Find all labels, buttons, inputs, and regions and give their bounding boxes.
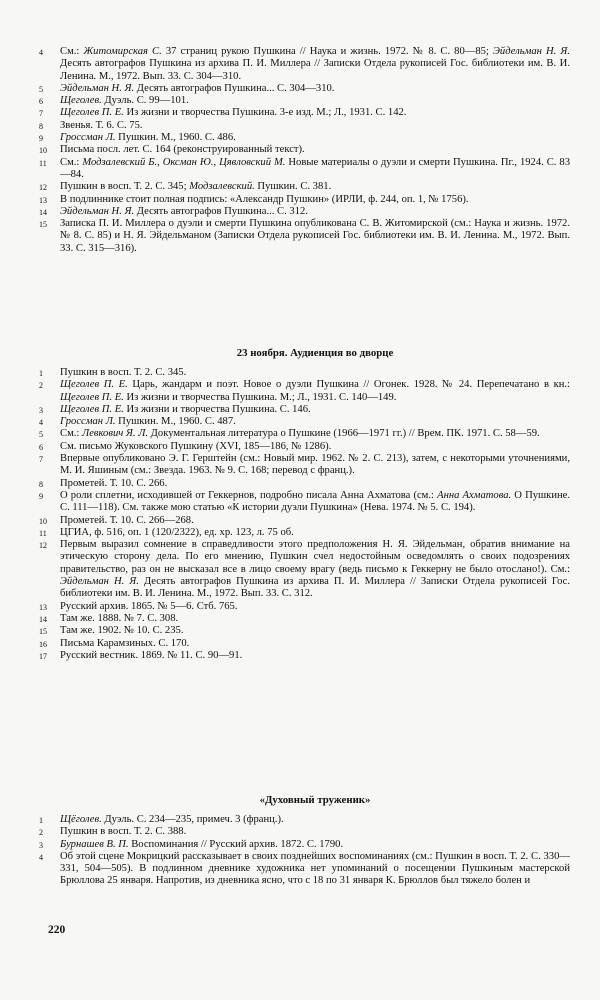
footnote <box>39 539 570 600</box>
footnote <box>39 850 570 888</box>
footnote-text: Русский вестник. 1869. № 11. С. 90—91. <box>60 649 243 661</box>
section-heading: «Духовный труженик» <box>259 794 371 806</box>
footnote-text: ЦГИА, ф. 516, оп. 1 (120/2322), ед. хр. 123, л. 75 об. <box>60 526 294 538</box>
footnote-text: Прометей. Т. 10. С. 266—268. <box>60 514 194 526</box>
footnote <box>39 489 571 515</box>
footnote-number: 3 <box>39 840 43 850</box>
footnote <box>39 440 570 453</box>
footnote-number: 9 <box>39 491 43 501</box>
footnote-number: 8 <box>39 121 43 131</box>
footnote <box>39 453 570 478</box>
notes-section-2 <box>0 347 600 662</box>
footnote-number: 13 <box>39 195 47 205</box>
footnote-number: 16 <box>39 639 47 649</box>
footnote <box>39 156 571 182</box>
footnote <box>39 625 570 637</box>
footnote-text: См.: Житомирская С. 37 страниц рукою Пушкина // Наука и жизнь. 1972. № 8. С. 80—85; Эйдельман Н. Я. Десять автографов Пушкина из архива П. И. Миллера // Записки Отдела рукописей Гос. библиотеки им. В. И. Ленина. М., 1972. Вып. 33. С. 304—310. <box>60 46 570 82</box>
footnote <box>39 838 570 851</box>
footnote <box>39 95 570 107</box>
footnote-number: 12 <box>39 541 47 551</box>
footnote-number: 7 <box>39 109 43 119</box>
footnote-number: 4 <box>39 418 43 428</box>
footnote-number: 17 <box>39 651 47 661</box>
footnote-number: 12 <box>39 183 47 193</box>
footnote-number: 14 <box>39 614 47 624</box>
footnote-text: Бурнашев В. П. Воспоминания // Русский архив. 1872. С. 1790. <box>60 838 344 850</box>
footnote-text: Там же. 1902. № 10. С. 235. <box>60 625 184 637</box>
footnote <box>39 379 570 404</box>
footnote-text: Впервые опубликовано Э. Г. Герштейн (см.: Новый мир. 1962. № 2. С. 213), затем, с некоторыми уточнениями, М. И. Яшиным (см.: Звезда. 1963. № 9. С. 168; перевод с франц.). <box>60 453 570 477</box>
footnote-text: Щёголев. Дуэль. С. 234—235, примеч. 3 (франц.). <box>60 814 284 825</box>
footnote <box>39 82 570 95</box>
notes-section-3 <box>0 794 600 888</box>
footnote <box>39 600 570 613</box>
footnote-text: О роли сплетни, исходившей от Геккернов, подробно писала Анна Ахматова (см.: Анна Ахматова. О Пушкине. С. 111—118). См. также мою статью «К истории дуэли Пушкина» (Нева. 1974. № 5. С. 194). <box>60 489 571 514</box>
footnote-text: Письма Карамзиных. С. 170. <box>60 637 190 649</box>
footnote <box>39 144 570 156</box>
footnote-number: 1 <box>39 816 43 825</box>
footnote <box>39 403 570 416</box>
footnote-text: См. письмо Жуковского Пушкину (XVI, 185—186, № 1286). <box>60 440 332 452</box>
footnote <box>39 132 570 144</box>
footnote-number: 6 <box>39 97 43 107</box>
footnote-text: Пушкин в восп. Т. 2. С. 388. <box>60 826 187 838</box>
footnote <box>39 181 570 193</box>
footnote-text: Первым выразил сомнение в справедливости этого предположения Н. Я. Эйдельман, обратив внимание на этическую сторону дела. По его мнению, Пушкин счел недостойным осведомлять о своих подозрениях правительство, раз он не высказал все в лицо своему врагу (ведь письмо к Геккерну не было отослано!). См.: Эйдельман Н. Я. Десять автографов Пушкина из архива П. И. Миллера // Записки Отдела рукописей Гос. библиотеки им. В. И. Ленина. М., 1972. Вып. 33. С. 312. <box>60 539 570 600</box>
footnote-number: 13 <box>39 602 47 612</box>
footnote-text: Там же. 1888. № 7. С. 308. <box>60 612 179 624</box>
footnote <box>39 416 570 428</box>
footnote-number: 6 <box>39 442 43 452</box>
footnote <box>39 205 570 218</box>
footnote <box>39 514 570 527</box>
footnote-number: 15 <box>39 220 47 230</box>
footnote <box>39 193 570 206</box>
footnote <box>39 428 570 440</box>
footnote-text: Щеголев. Дуэль. С. 99—101. <box>60 95 189 107</box>
footnote <box>39 612 570 625</box>
footnote-number: 5 <box>39 84 43 94</box>
footnote-text: В подлиннике стоит полная подпись: «Александр Пушкин» (ИРЛИ, ф. 244, оп. 1, № 1756). <box>60 193 469 205</box>
page-number: 220 <box>48 924 66 936</box>
footnote-text: Щеголев П. Е. Из жизни и творчества Пушкина. С. 146. <box>60 403 311 415</box>
footnote-number: 10 <box>39 146 47 156</box>
footnote-text: Звенья. Т. 6. С. 75. <box>60 119 143 131</box>
footnote-number: 9 <box>39 134 43 144</box>
footnote <box>39 119 570 132</box>
footnote <box>39 814 570 826</box>
notes-section-1 <box>0 46 600 255</box>
footnote <box>39 526 570 539</box>
footnote-text: Записка П. И. Миллера о дуэли и смерти Пушкина опубликована С. В. Житомирской (см.: Наука и жизнь. 1972. № 8. С. 85) и Н. Я. Эйдельманом (Записки Отдела рукописей Гос. библиотеки им. В. И. Ленина. М., 1972. Вып. 33. С. 315—316). <box>60 218 570 254</box>
footnote-text: Пушкин в восп. Т. 2. С. 345; Модзалевский. Пушкин. С. 381. <box>60 181 332 193</box>
footnote-text: Гроссман Л. Пушкин. М., 1960. С. 487. <box>60 416 236 428</box>
footnote-number: 7 <box>39 455 43 465</box>
footnote-number: 11 <box>39 158 47 168</box>
footnote-number: 8 <box>39 479 43 489</box>
footnote-text: Гроссман Л. Пушкин. М., 1960. С. 486. <box>60 132 236 144</box>
footnote-text: Пушкин в восп. Т. 2. С. 345. <box>60 367 187 378</box>
footnote <box>39 107 570 119</box>
footnote <box>39 46 570 83</box>
footnote-number: 1 <box>39 369 43 378</box>
footnote-text: См.: Левкович Я. Л. Документальная литература о Пушкине (1966—1971 гг.) // Врем. ПК. 1971. С. 58—59. <box>60 428 540 440</box>
footnote-number: 11 <box>39 528 47 538</box>
footnote <box>39 826 570 838</box>
footnote-number: 5 <box>39 430 43 440</box>
footnote-number: 14 <box>39 207 47 217</box>
footnote <box>39 218 570 255</box>
footnote-text: Эйдельман Н. Я. Десять автографов Пушкина... С. 312. <box>60 205 308 217</box>
footnote <box>39 637 570 650</box>
footnote-text: Эйдельман Н. Я. Десять автографов Пушкина... С. 304—310. <box>60 82 335 94</box>
footnote-number: 10 <box>39 516 47 526</box>
notes-list <box>0 367 600 662</box>
footnote-number: 2 <box>39 828 43 838</box>
footnote <box>39 477 570 490</box>
footnote-text: Щеголев П. Е. Из жизни и творчества Пушкина. 3-е изд. М.; Л., 1931. С. 142. <box>60 107 407 119</box>
footnote-number: 4 <box>39 48 43 57</box>
footnote <box>39 367 570 379</box>
footnote-number: 15 <box>39 627 47 637</box>
footnote-text: Об этой сцене Мокрицкий рассказывает в своих позднейших воспоминаниях (см.: Пушкин в восп. Т. 2. С. 330—331, 504—505). В подлинном дневнике художника нет упоминаний о посещении Пушкиным мастерской Брюллова 25 января. Напротив, из дневника ясно, что с 18 по 31 января К. Брюллов был тяжело болен и <box>60 850 570 887</box>
footnote-text: Письма посл. лет. С. 164 (реконструированный текст). <box>60 144 305 156</box>
footnote-number: 2 <box>39 381 43 391</box>
footnote-number: 3 <box>39 405 43 415</box>
footnote-text: Прометей. Т. 10. С. 266. <box>60 477 168 489</box>
footnote-text: Русский архив. 1865. № 5—6. Стб. 765. <box>60 600 238 612</box>
footnote-text: См.: Модзалевский Б., Оксман Ю., Цявловский М. Новые материалы о дуэли и смерти Пушкина. Пг., 1924. С. 83—84. <box>60 156 571 180</box>
footnote-text: Щеголев П. Е. Царь, жандарм и поэт. Новое о дуэли Пушкина // Огонек. 1928. № 24. Перепечатано в кн.: Щеголев П. Е. Из жизни и творчества Пушкина. М.; Л., 1931. С. 140—149. <box>60 379 570 403</box>
notes-list <box>0 46 600 255</box>
notes-list <box>0 814 600 888</box>
footnote-number: 4 <box>39 852 43 862</box>
footnote <box>39 649 570 662</box>
section-heading: 23 ноября. Аудиенция во дворце <box>236 347 394 359</box>
